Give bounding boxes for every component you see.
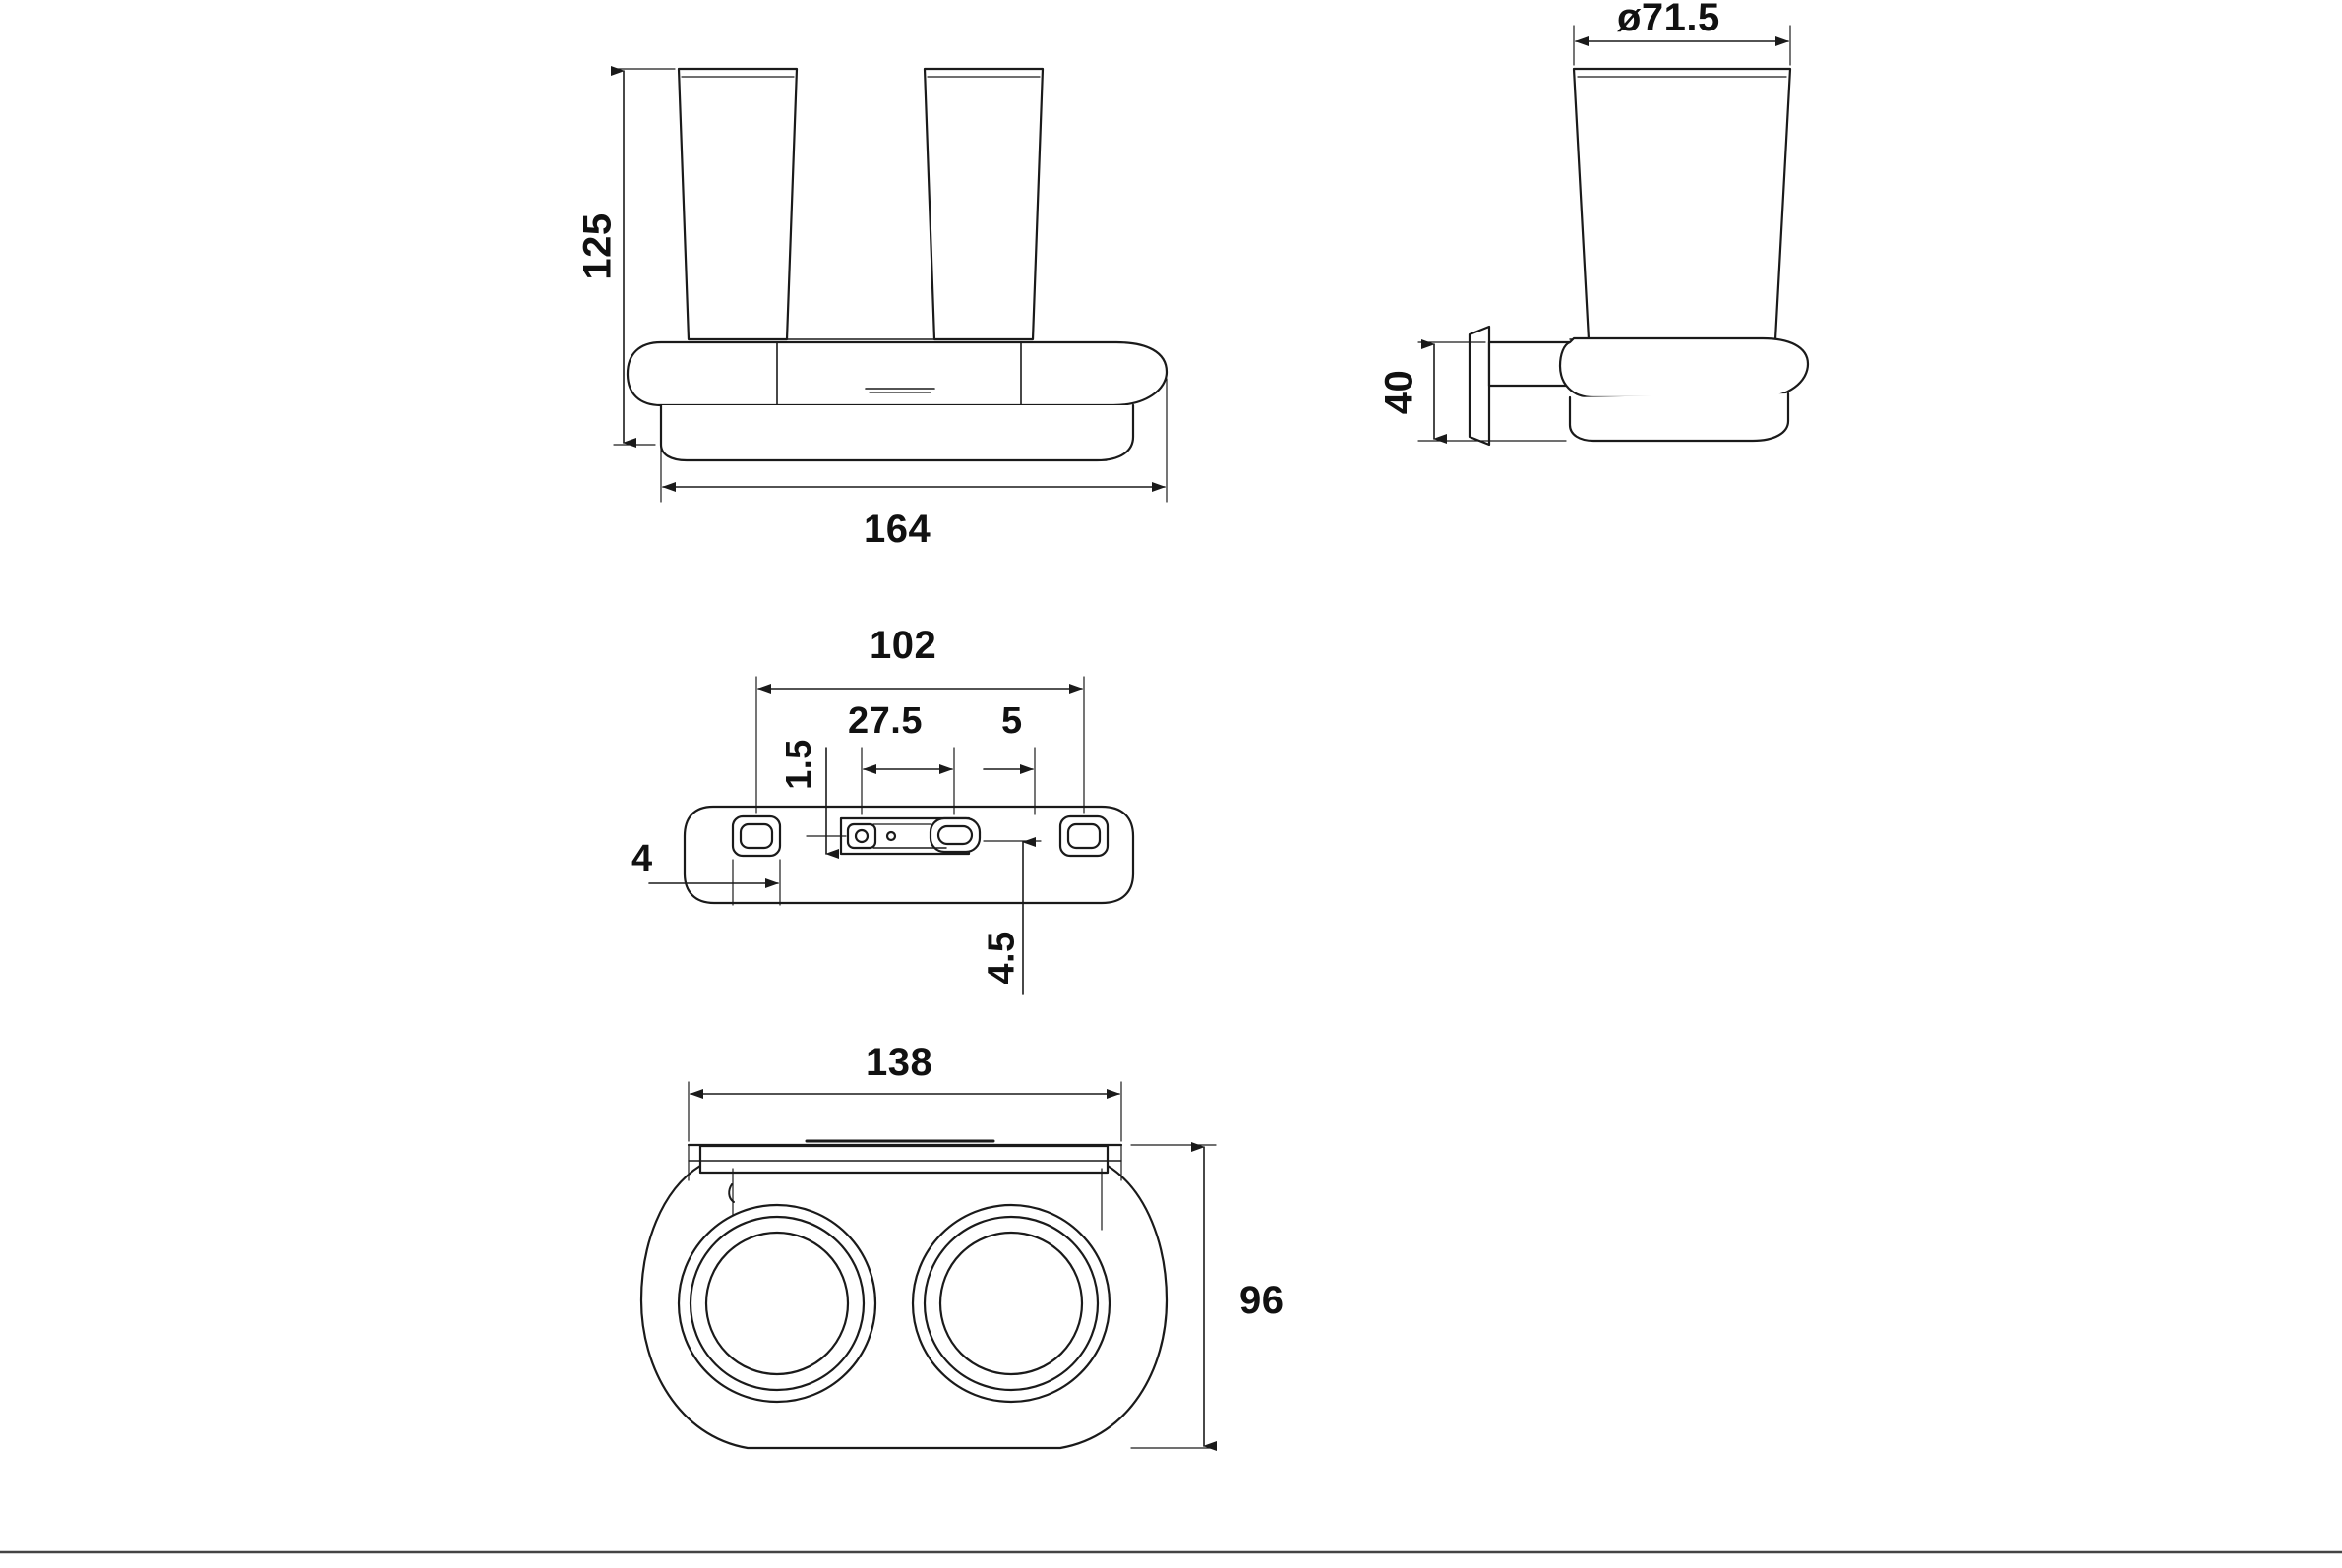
dimension-label-5: 5	[1001, 700, 1023, 742]
dimension-label-1-5: 1.5	[777, 739, 818, 790]
dimension-label-40: 40	[1377, 369, 1421, 415]
mounting-plate-geometry	[685, 807, 1133, 903]
front-view-geometry	[628, 69, 1167, 460]
side-view-geometry	[1470, 69, 1808, 445]
top-view-geometry	[641, 1141, 1167, 1456]
dimension-label-27-5: 27.5	[848, 700, 923, 742]
dimension-label-96: 96	[1239, 1279, 1285, 1322]
dimension-label-4: 4	[631, 838, 653, 879]
dimension-label-164: 164	[864, 508, 931, 551]
dimension-label-71-5: ø71.5	[1617, 0, 1720, 39]
dimension-label-125: 125	[575, 212, 620, 280]
dimension-label-138: 138	[866, 1041, 933, 1084]
dimension-label-102: 102	[870, 624, 937, 667]
dimension-label-4-5: 4.5	[981, 931, 1023, 985]
